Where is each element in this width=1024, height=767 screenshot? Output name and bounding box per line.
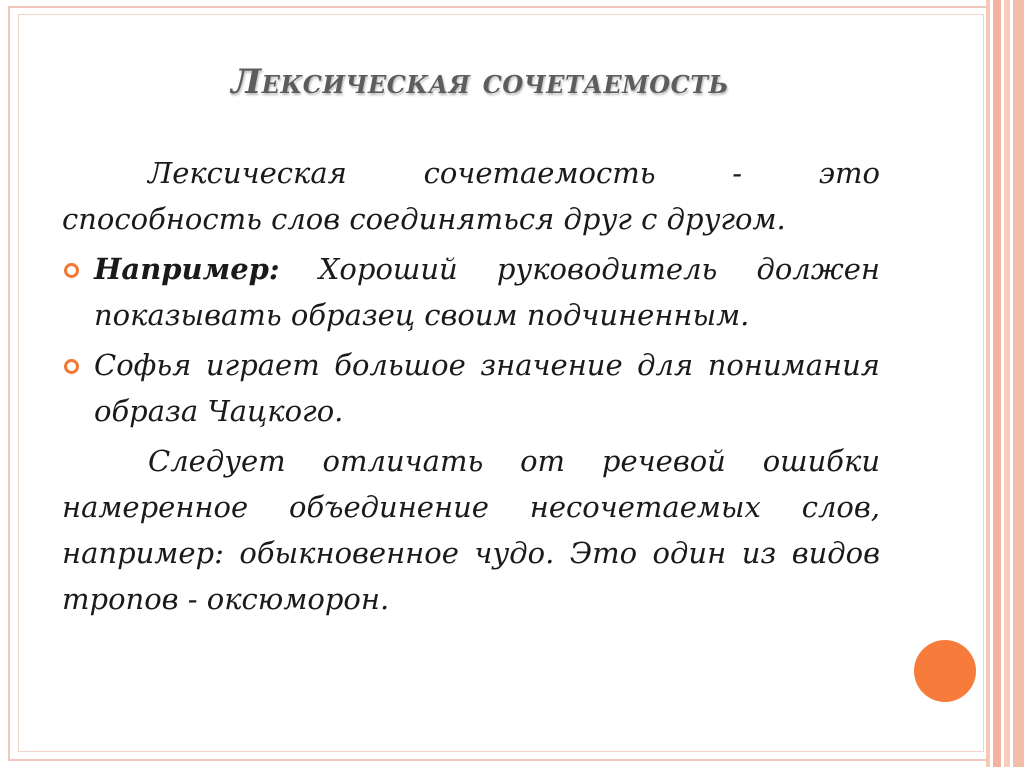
bullet-item-example bbox=[62, 246, 880, 338]
sofia-text: Софья играет большое значение для понимания образа Чацкого. bbox=[94, 348, 880, 428]
decorative-stripes bbox=[986, 0, 1024, 767]
example-lead: Например: bbox=[94, 252, 280, 286]
oxymoron-paragraph: Следует отличать от речевой ошибки намеренное объединение несочетаемых слов, например: обыкновенное чудо. Это один из видов тропов - оксюморон. bbox=[62, 444, 880, 616]
orange-circle-icon bbox=[914, 640, 976, 702]
slide-body bbox=[62, 150, 880, 626]
orange-ring-bullet-icon bbox=[64, 359, 79, 374]
example-text: Хороший руководитель должен показывать образец своим подчиненным. bbox=[94, 252, 880, 332]
definition-paragraph: Лексическая сочетаемость - это способность слов соединяться друг с другом. bbox=[62, 156, 880, 236]
orange-ring-bullet-icon bbox=[64, 263, 79, 278]
bullet-item-sofia bbox=[62, 342, 880, 434]
slide-title: Лексическая сочетаемость bbox=[231, 62, 729, 102]
